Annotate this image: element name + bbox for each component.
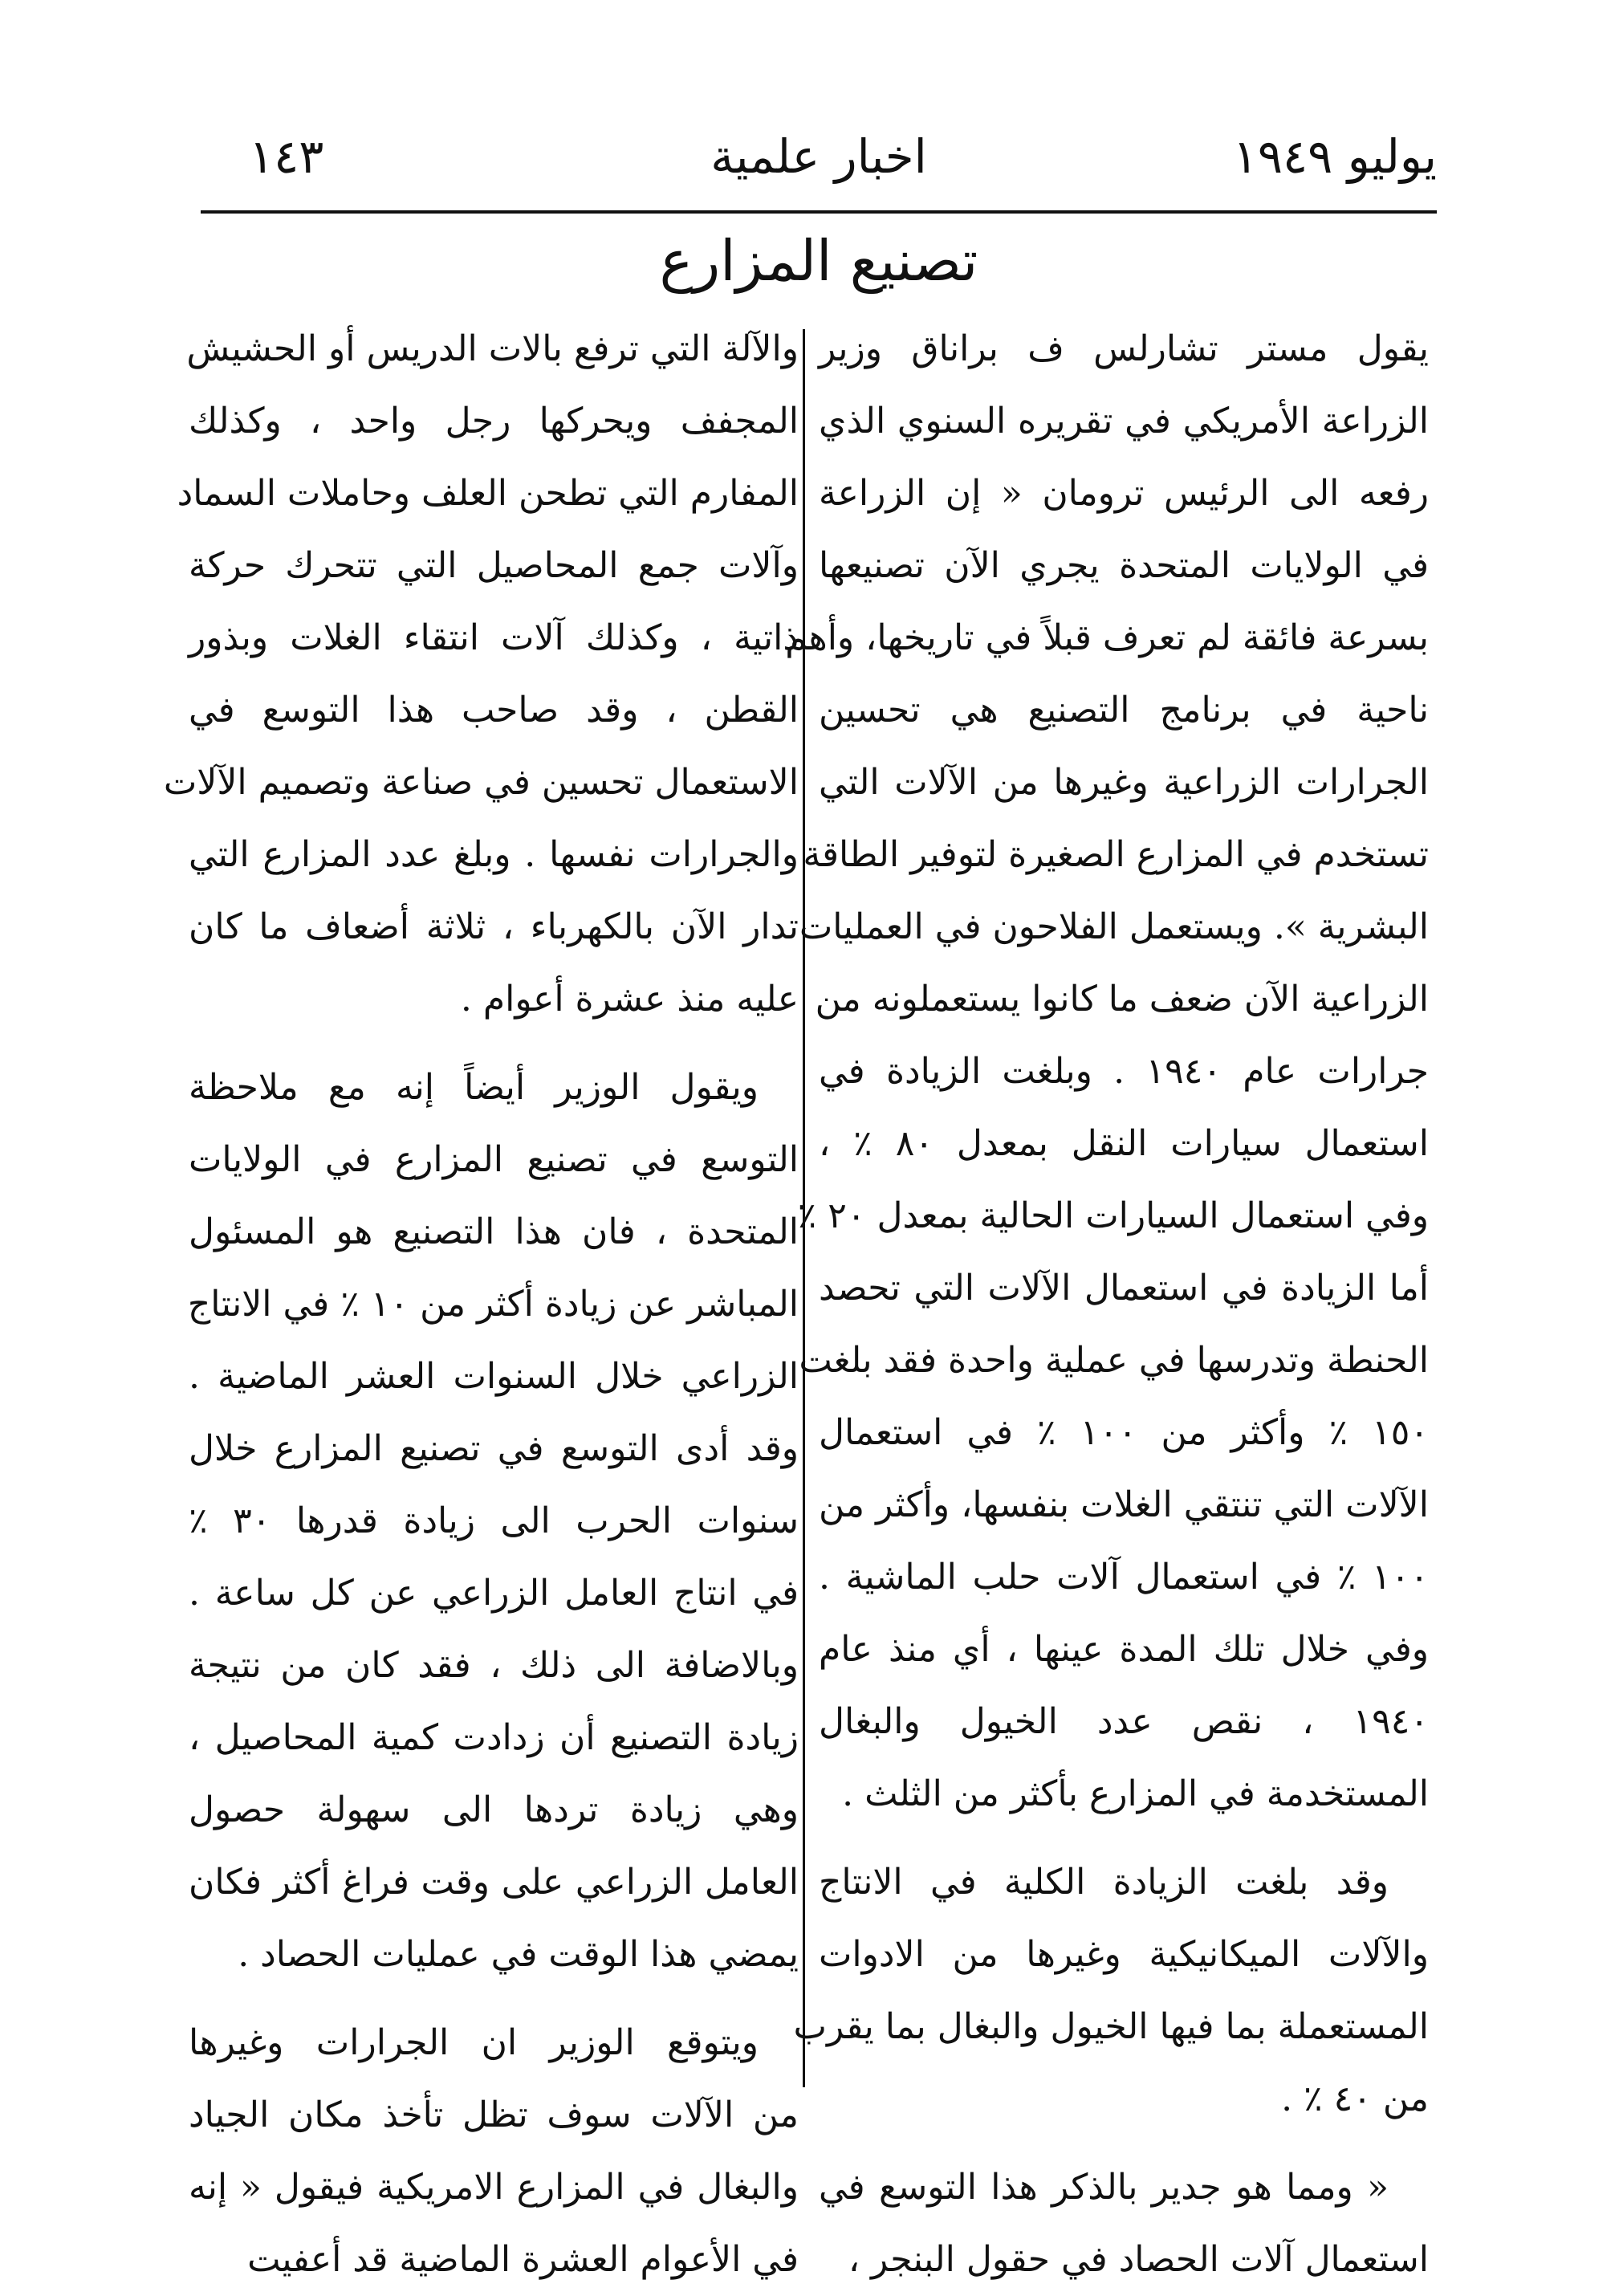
paragraph bbox=[819, 2151, 1429, 2296]
text-line: والآلة التي ترفع بالات الدريس أو الحشيش bbox=[186, 328, 799, 369]
text-line: الحنطة وتدرسها في عملية واحدة فقد بلغت bbox=[799, 1340, 1429, 1381]
text-line: بسرعة فائقة لم تعرف قبلاً في تاريخها، وأهم bbox=[785, 617, 1429, 658]
text-line: تدار الآن بالكهرباء ، ثلاثة أضعاف ما كان bbox=[189, 906, 799, 947]
text-line: ذاتية ، وكذلك آلات انتقاء الغلات وبذور bbox=[189, 617, 799, 658]
paragraph-gap bbox=[819, 2135, 1429, 2151]
text-line: زيادة التصنيع أن زدادت كمية المحاصيل ، bbox=[189, 1717, 799, 1758]
left-column bbox=[163, 313, 799, 2296]
text-line: الزراعية الآن ضعف ما كانوا يستعملونه من bbox=[815, 979, 1429, 1020]
text-line: ١٥٠ ٪ وأكثر من ١٠٠ ٪ في استعمال bbox=[819, 1412, 1429, 1453]
text-line: الاستعمال تحسين في صناعة وتصميم الآلات bbox=[163, 762, 799, 803]
text-line: وآلات جمع المحاصيل التي تتحرك حركة bbox=[189, 545, 799, 586]
text-line: المفارم التي تطحن العلف وحاملات السماد bbox=[177, 473, 799, 514]
text-line: التوسع في تصنيع المزارع في الولايات bbox=[189, 1139, 799, 1180]
text-line: عليه منذ عشرة أعوام . bbox=[460, 979, 799, 1020]
paragraph bbox=[785, 313, 1430, 1830]
paragraph-gap bbox=[189, 1036, 799, 1052]
paragraph bbox=[189, 2007, 799, 2296]
paragraph-gap bbox=[189, 1991, 799, 2007]
text-line: أما الزيادة في استعمال الآلات التي تحصد bbox=[819, 1268, 1429, 1309]
running-head bbox=[201, 112, 1437, 201]
text-line: من ٤٠ ٪ . bbox=[1281, 2078, 1429, 2119]
text-line: المباشر عن زيادة أكثر من ١٠ ٪ في الانتاج bbox=[187, 1284, 799, 1325]
text-line: وهي زيادة تردها الى سهولة حصول bbox=[189, 1789, 799, 1830]
text-line: استعمال سيارات النقل بمعدل ٨٠ ٪ ، bbox=[819, 1123, 1430, 1164]
text-line: ناحية في برنامج التصنيع هي تحسين bbox=[819, 690, 1429, 731]
paragraph bbox=[163, 313, 799, 1036]
text-line: الزراعي خلال السنوات العشر الماضية . bbox=[189, 1356, 799, 1397]
text-line: العامل الزراعي على وقت فراغ أكثر فكان bbox=[189, 1862, 799, 1903]
text-line: ١٩٤٠ ، نقص عدد الخيول والبغال bbox=[819, 1701, 1429, 1742]
text-line: وقد أدى التوسع في تصنيع المزارع خلال bbox=[189, 1428, 799, 1469]
text-line: البشرية ». ويستعمل الفلاحون في العمليات bbox=[799, 906, 1429, 947]
text-line: سنوات الحرب الى زيادة قدرها ٣٠ ٪ bbox=[189, 1500, 799, 1541]
text-line: في الأعوام العشرة الماضية قد أعفيت bbox=[247, 2239, 799, 2280]
text-line: المستعملة بما فيها الخيول والبغال بما يقرب bbox=[793, 2006, 1429, 2047]
text-line: الزراعة الأمريكي في تقريره السنوي الذي bbox=[819, 401, 1429, 442]
text-line: المتحدة ، فان هذا التصنيع هو المسئول bbox=[189, 1211, 799, 1252]
text-line: وفي استعمال السيارات الحالية بمعدل ٢٠ ٪ bbox=[797, 1195, 1429, 1236]
text-line: يمضي هذا الوقت في عمليات الحصاد . bbox=[238, 1934, 799, 1975]
text-line: الجرارات الزراعية وغيرها من الآلات التي bbox=[819, 762, 1429, 803]
text-line: ويتوقع الوزير ان الجرارات وغيرها bbox=[189, 2022, 759, 2063]
text-line: رفعه الى الرئيس ترومان « إن الزراعة bbox=[819, 473, 1429, 514]
text-line: القطن ، وقد صاحب هذا التوسع في bbox=[189, 690, 799, 731]
text-line: من الآلات سوف تظل تأخذ مكان الجياد bbox=[189, 2094, 799, 2135]
issue-date: يوليو ١٩٤٩ bbox=[1232, 129, 1437, 184]
header-rule bbox=[201, 210, 1437, 214]
text-line: وفي خلال تلك المدة عينها ، أي منذ عام bbox=[819, 1629, 1429, 1670]
paragraph-gap bbox=[819, 1830, 1429, 1846]
article-title: تصنيع المزارع bbox=[659, 228, 978, 294]
text-line: والجرارات نفسها . وبلغ عدد المزارع التي bbox=[189, 834, 799, 875]
text-line: ويقول الوزير أيضاً إنه مع ملاحظة bbox=[189, 1067, 759, 1108]
text-line: يقول مستر تشارلس ف براناق وزير bbox=[819, 328, 1429, 369]
page-number: ١٤٣ bbox=[249, 129, 324, 184]
section-title: اخبار علمية bbox=[710, 129, 927, 184]
text-line: تستخدم في المزارع الصغيرة لتوفير الطاقة bbox=[803, 834, 1429, 875]
text-line: وبالاضافة الى ذلك ، فقد كان من نتيجة bbox=[189, 1645, 799, 1686]
paragraph bbox=[793, 1846, 1429, 2135]
text-line: في الولايات المتحدة يجري الآن تصنيعها bbox=[819, 545, 1429, 586]
text-line: استعمال آلات الحصاد في حقول البنجر ، bbox=[848, 2239, 1429, 2280]
text-line: والبغال في المزارع الامريكية فيقول « إنه bbox=[189, 2167, 799, 2208]
text-line: ١٠٠ ٪ في استعمال آلات حلب الماشية . bbox=[819, 1557, 1429, 1598]
text-line: في انتاج العامل الزراعي عن كل ساعة . bbox=[189, 1573, 799, 1614]
right-column bbox=[785, 313, 1430, 2296]
text-line: « ومما هو جدير بالذكر هذا التوسع في bbox=[819, 2167, 1389, 2208]
column-divider bbox=[803, 329, 805, 2087]
text-line: وقد بلغت الزيادة الكلية في الانتاج bbox=[819, 1862, 1389, 1903]
text-line: جرارات عام ١٩٤٠ . وبلغت الزيادة في bbox=[819, 1051, 1429, 1092]
text-line: المستخدمة في المزارع بأكثر من الثلث . bbox=[842, 1773, 1429, 1814]
text-line: والآلات الميكانيكية وغيرها من الادوات bbox=[819, 1934, 1429, 1975]
paragraph bbox=[189, 1052, 799, 1991]
text-line: المجفف ويحركها رجل واحد ، وكذلك bbox=[189, 401, 799, 442]
text-line: الآلات التي تنتقي الغلات بنفسها، وأكثر من bbox=[819, 1484, 1429, 1525]
